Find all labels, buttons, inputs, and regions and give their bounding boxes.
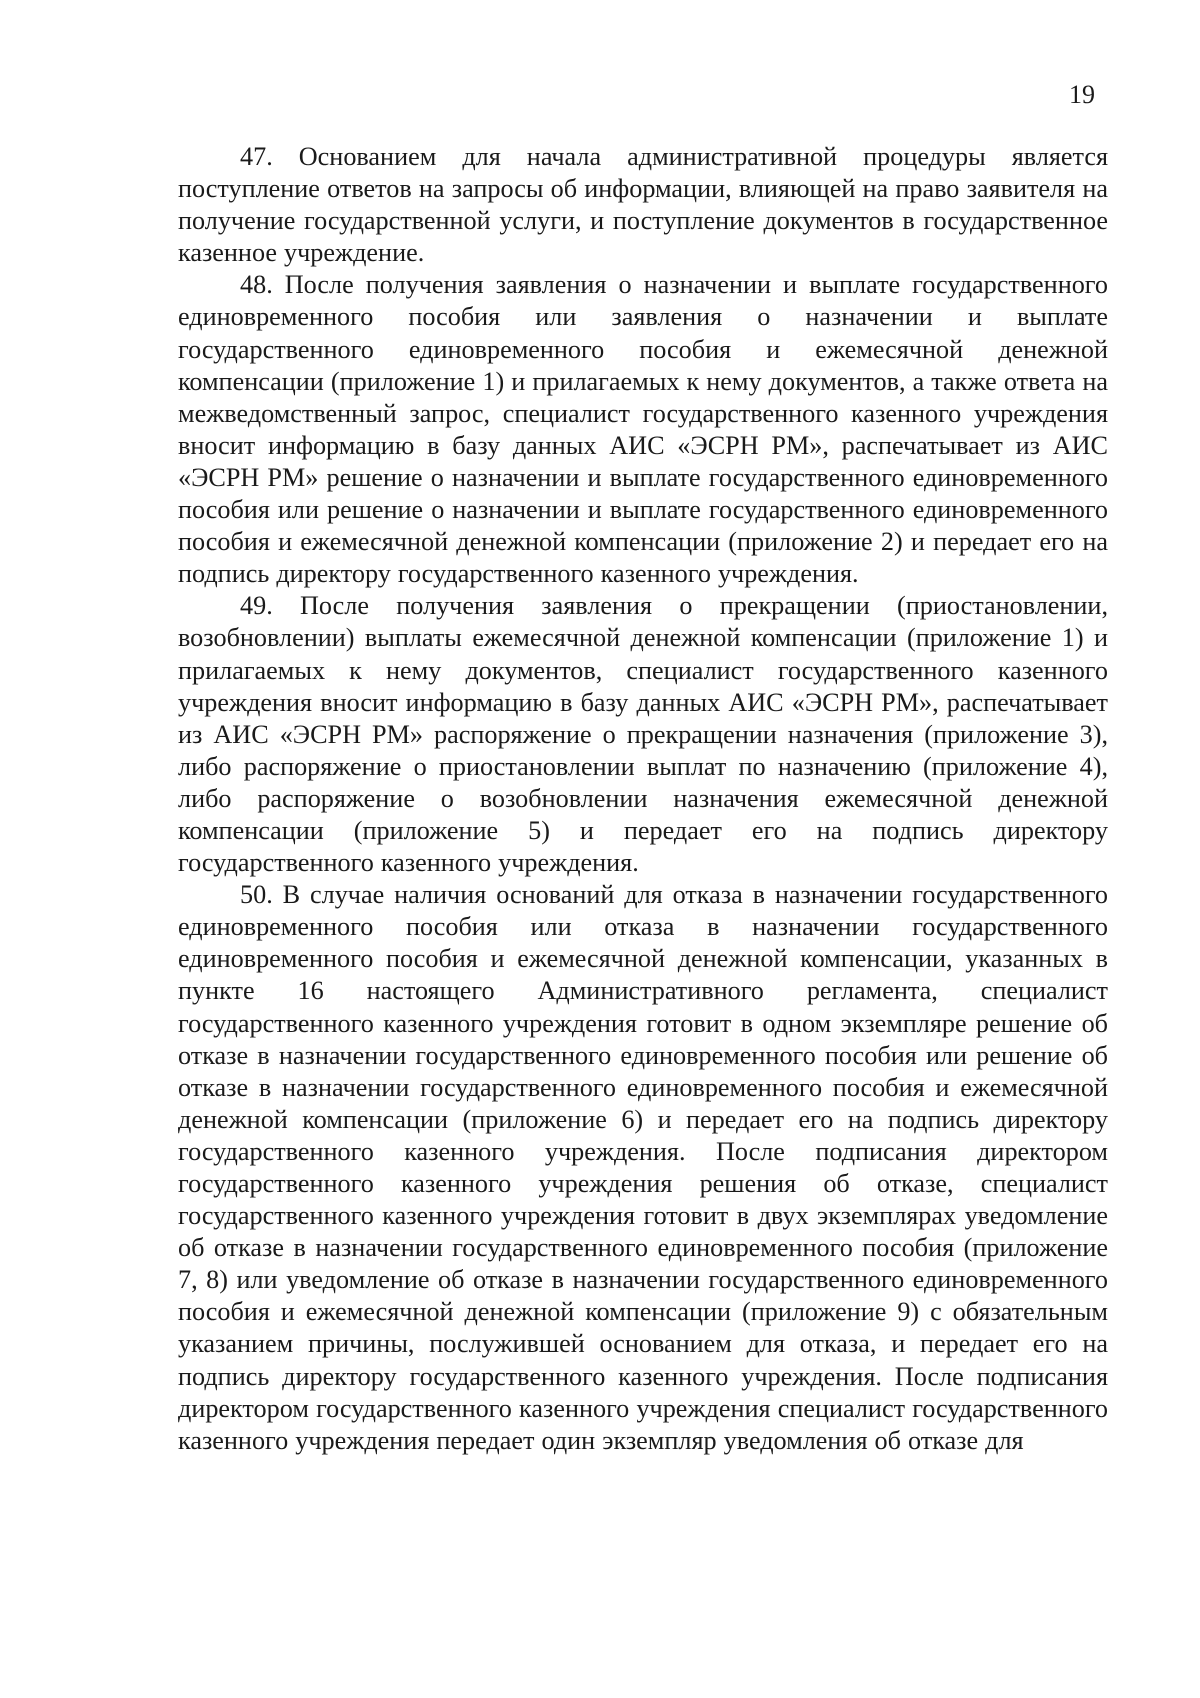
paragraph-50: 50. В случае наличия оснований для отказа в назначении государственного единовременного пособия или отказа в назначении государственного единовременного пособия и ежемесячной денежной компенсации, указанных в пункте 16 настоящего Административного регламента, специалист государственного казенного учреждения готовит в одном экземпляре решение об отказе в назначении государственного единовременного пособия или решение об отказе в назначении государственного единовременного пособия и ежемесячной денежной компенсации (приложение 6) и передает его на подпись директору государственного казенного учреждения. После подписания директором государственного казенного учреждения решения об отказе, специалист государственного казенного учреждения готовит в двух экземплярах уведомление об отказе в назначении государственного единовременного пособия (приложение 7, 8) или уведомление об отказе в назначении государственного единовременного пособия и ежемесячной денежной компенсации (приложение 9) с обязательным указанием причины, послужившей основанием для отказа, и передает его на подпись директору государственного казенного учреждения. После подписания директором государственного казенного учреждения специалист государственного казенного учреждения передает один экземпляр уведомления об отказе для: [178, 880, 1108, 1455]
page-number: 19: [1069, 80, 1095, 109]
document-body: [178, 141, 1108, 1457]
paragraph-49: 49. После получения заявления о прекращении (приостановлении, возобновлении) выплаты ежемесячной денежной компенсации (приложение 1) и прилагаемых к нему документов, специалист государственного казенного учреждения вносит информацию в базу данных АИС «ЭСРН РМ», распечатывает из АИС «ЭСРН РМ» распоряжение о прекращении назначения (приложение 3), либо распоряжение о приостановлении выплат по назначению (приложение 4), либо распоряжение о возобновлении назначения ежемесячной денежной компенсации (приложение 5) и передает его на подпись директору государственного казенного учреждения.: [178, 591, 1108, 878]
paragraph-47: 47. Основанием для начала административной процедуры является поступление ответов на запросы об информации, влияющей на право заявителя на получение государственной услуги, и поступление документов в государственное казенное учреждение.: [178, 142, 1108, 268]
paragraph-48: 48. После получения заявления о назначении и выплате государственного единовременного пособия или заявления о назначении и выплате государственного единовременного пособия и ежемесячной денежной компенсации (приложение 1) и прилагаемых к нему документов, а также ответа на межведомственный запрос, специалист государственного казенного учреждения вносит информацию в базу данных АИС «ЭСРН РМ», распечатывает из АИС «ЭСРН РМ» решение о назначении и выплате государственного единовременного пособия или решение о назначении и выплате государственного единовременного пособия и ежемесячной денежной компенсации (приложение 2) и передает его на подпись директору государственного казенного учреждения.: [178, 270, 1108, 589]
